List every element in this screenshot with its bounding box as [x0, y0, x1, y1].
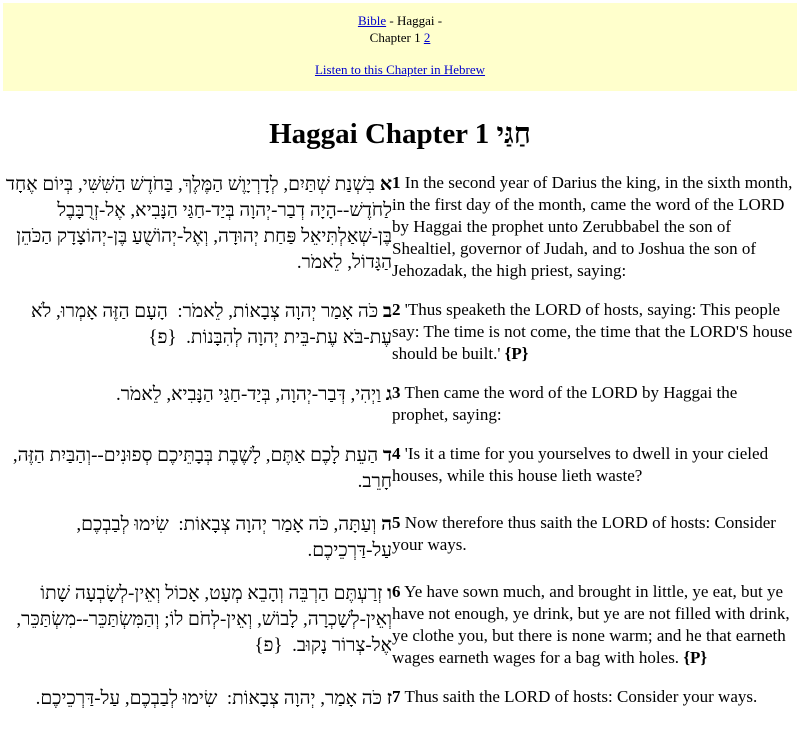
page-header [3, 3, 797, 91]
hebrew-verse-number: א [379, 174, 393, 195]
hebrew-verse-number: ז [386, 688, 393, 709]
hebrew-verse-7 [3, 686, 392, 729]
english-verse-text: Thus saith the LORD of hosts: Consider your ways. [404, 687, 758, 706]
english-verse-1 [392, 172, 797, 299]
chapter-label: Chapter 1 [369, 30, 424, 45]
english-verse-text: 'Thus speaketh the LORD of hosts, saying: This people say: The time is not come, the time that the LORD'S house should be built.' [392, 300, 793, 363]
english-verse-text: In the second year of Darius the king, in the sixth month, in the first day of the month, came the word of the LORD by Haggai the prophet unto Zerubbabel the son of Shealtiel, governor of Judah, and to Joshua the son of Jehozadak, the high priest, saying: [392, 173, 793, 280]
english-verse-6 [392, 581, 797, 686]
english-verse-number: 2 [392, 300, 401, 319]
hebrew-verse-5 [3, 512, 392, 581]
parasha-marker: {P} [683, 648, 708, 667]
hebrew-verse-number: ג [385, 384, 393, 405]
verses-table [3, 172, 797, 729]
hebrew-verse-number: ו [387, 583, 393, 604]
english-verse-number: 3 [392, 383, 401, 402]
hebrew-verse-2 [3, 299, 392, 382]
hebrew-verse-text: זְרַעְתֶּם הַרְבֵּה וְהָבֵא מְעָט, אָכוֹל וְאֵין-לְשָׂבְעָה שָׁתוֹ וְאֵין-לְשָׁכְרָה, לָבוֹשׁ, וְאֵין-לְחֹם לוֹ; וְהַמִּשְׂתַּכֵּר--מִשְׂתַּכֵּר, אֶל-צְרוֹר נָקוּב. {פ} [16, 583, 393, 656]
hebrew-verse-number: ב [382, 301, 393, 322]
parasha-marker: {P} [504, 344, 529, 363]
hebrew-verse-6 [3, 581, 392, 686]
english-verse-4 [392, 443, 797, 512]
english-verse-number: 7 [392, 687, 401, 706]
english-verse-number: 4 [392, 444, 401, 463]
hebrew-verse-text: בִּשְׁנַת שְׁתַּיִם, לְדָרְיָוֶשׁ הַמֶּלֶךְ, בַּחֹדֶשׁ הַשִּׁשִּׁי, בְּיוֹם אֶחָד לַחֹדֶשׁ--הָיָה דְבַר-יְהוָה בְּיַד-חַגַּי הַנָּבִיא, אֶל-זְרֻבָּבֶל בֶּן-שְׁאַלְתִּיאֵל פַּחַת יְהוּדָה, וְאֶל-יְהוֹשֻׁעַ בֶּן-יְהוֹצָדָק הַכֹּהֵן הַגָּדוֹל, לֵאמֹר. [5, 174, 393, 273]
english-verse-7 [392, 686, 797, 729]
hebrew-verse-number: ה [381, 514, 393, 535]
hebrew-verse-text: כֹּה אָמַר יְהוָה צְבָאוֹת, לֵאמֹר: הָעָם הַזֶּה אָמְרוּ, לֹא עֶת-בֹּא עֶת-בֵּית יְהוָה לְהִבָּנוֹת. {פ} [30, 301, 393, 348]
hebrew-verse-1 [3, 172, 392, 299]
verse-row-4 [3, 443, 797, 512]
verse-row-5 [3, 512, 797, 581]
english-verse-number: 5 [392, 513, 401, 532]
verse-row-1 [3, 172, 797, 299]
page [3, 3, 797, 729]
english-verse-3 [392, 382, 797, 443]
chapter-2-link[interactable]: 2 [423, 30, 431, 45]
bible-link[interactable]: Bible [357, 13, 387, 28]
hebrew-verse-3 [3, 382, 392, 443]
breadcrumb-text: - Haggai - [386, 13, 443, 28]
listen-nav [13, 61, 787, 78]
hebrew-verse-4 [3, 443, 392, 512]
english-verse-number: 1 [392, 173, 401, 192]
verse-row-3 [3, 382, 797, 443]
english-verse-2 [392, 299, 797, 382]
hebrew-verse-text: וַיְהִי, דְּבַר-יְהוָה, בְּיַד-חַגַּי הַנָּבִיא, לֵאמֹר. [115, 384, 382, 405]
hebrew-verse-text: הַעֵת לָכֶם אַתֶּם, לָשֶׁבֶת בְּבָתֵּיכֶם סְפוּנִים--וְהַבַּיִת הַזֶּה, חָרֵב. [12, 445, 393, 492]
english-verse-text: Ye have sown much, and brought in little, ye eat, but ye have not enough, ye drink, but ye are not filled with drink, ye clothe you, but there is none warm; and he that earneth wages earneth wages for a bag with holes. [392, 582, 790, 667]
chapter-nav [13, 29, 787, 46]
english-verse-text: Now therefore thus saith the LORD of hosts: Consider your ways. [392, 513, 776, 554]
hebrew-verse-text: וְעַתָּה, כֹּה אָמַר יְהוָה צְבָאוֹת: שִׂימוּ לְבַבְכֶם, עַל-דַּרְכֵיכֶם. [76, 514, 393, 561]
page-title: Haggai Chapter 1 חַגַּי [269, 118, 531, 150]
english-verse-number: 6 [392, 582, 401, 601]
listen-link[interactable]: Listen to this Chapter in Hebrew [314, 62, 486, 77]
verse-row-6 [3, 581, 797, 686]
verse-row-7 [3, 686, 797, 729]
breadcrumb [13, 12, 787, 29]
hebrew-verse-text: כֹּה אָמַר, יְהוָה צְבָאוֹת: שִׂימוּ לְבַבְכֶם, עַל-דַּרְכֵיכֶם. [35, 688, 382, 709]
english-verse-text: 'Is it a time for you yourselves to dwell in your cieled houses, while this house lieth waste? [392, 444, 769, 485]
hebrew-verse-number: ד [382, 445, 393, 466]
english-verse-text: Then came the word of the LORD by Haggai the prophet, saying: [392, 383, 738, 424]
english-verse-5 [392, 512, 797, 581]
verse-row-2 [3, 299, 797, 382]
